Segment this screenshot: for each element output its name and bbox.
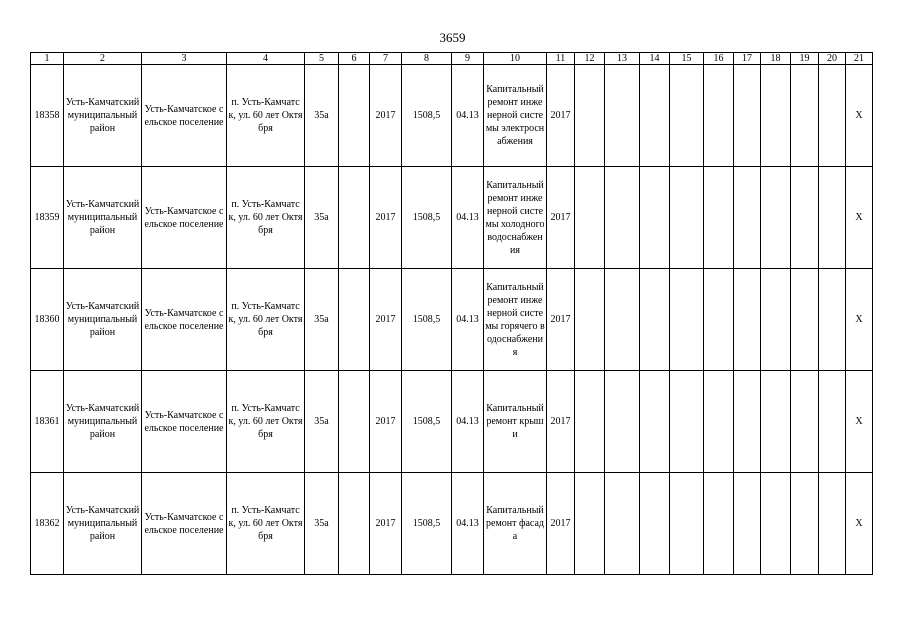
code-cell: 04.13	[452, 65, 484, 167]
code-cell: 04.13	[452, 473, 484, 575]
column-header: 10	[484, 53, 547, 65]
column-header: 1	[31, 53, 64, 65]
column-header: 8	[402, 53, 452, 65]
code-cell: 04.13	[452, 371, 484, 473]
building-cell	[339, 65, 370, 167]
house-number-cell: 35а	[305, 167, 339, 269]
column-header: 18	[761, 53, 791, 65]
empty-cell	[704, 371, 734, 473]
year-cell: 2017	[370, 473, 402, 575]
area-cell: 1508,5	[402, 269, 452, 371]
record-number-cell: 18358	[31, 65, 64, 167]
empty-cell	[704, 167, 734, 269]
column-header: 20	[819, 53, 846, 65]
empty-cell	[640, 371, 670, 473]
house-number-cell: 35а	[305, 371, 339, 473]
empty-cell	[605, 269, 640, 371]
year-cell: 2017	[370, 167, 402, 269]
empty-cell	[605, 371, 640, 473]
column-header: 17	[734, 53, 761, 65]
house-number-cell: 35а	[305, 473, 339, 575]
district-cell: Усть-Камчатский муниципальный район	[64, 167, 142, 269]
column-header: 11	[547, 53, 575, 65]
empty-cell	[791, 371, 819, 473]
mark-cell: X	[846, 269, 873, 371]
column-header: 14	[640, 53, 670, 65]
year-cell: 2017	[370, 65, 402, 167]
column-header: 15	[670, 53, 704, 65]
work-type-cell: Капитальный ремонт инженерной системы горячего водоснабжения	[484, 269, 547, 371]
settlement-cell: Усть-Камчатское сельское поселение	[142, 371, 227, 473]
work-year-cell: 2017	[547, 473, 575, 575]
empty-cell	[819, 167, 846, 269]
empty-cell	[791, 65, 819, 167]
column-header: 16	[704, 53, 734, 65]
empty-cell	[640, 269, 670, 371]
empty-cell	[761, 473, 791, 575]
record-number-cell: 18359	[31, 167, 64, 269]
empty-cell	[670, 167, 704, 269]
building-cell	[339, 269, 370, 371]
table-row	[31, 473, 873, 575]
building-cell	[339, 167, 370, 269]
address-cell: п. Усть-Камчатск, ул. 60 лет Октября	[227, 269, 305, 371]
empty-cell	[734, 269, 761, 371]
building-cell	[339, 473, 370, 575]
empty-cell	[819, 473, 846, 575]
address-cell: п. Усть-Камчатск, ул. 60 лет Октября	[227, 473, 305, 575]
district-cell: Усть-Камчатский муниципальный район	[64, 473, 142, 575]
work-year-cell: 2017	[547, 269, 575, 371]
district-cell: Усть-Камчатский муниципальный район	[64, 65, 142, 167]
empty-cell	[791, 269, 819, 371]
settlement-cell: Усть-Камчатское сельское поселение	[142, 269, 227, 371]
empty-cell	[819, 65, 846, 167]
empty-cell	[670, 473, 704, 575]
house-number-cell: 35а	[305, 65, 339, 167]
empty-cell	[734, 65, 761, 167]
code-cell: 04.13	[452, 167, 484, 269]
house-number-cell: 35а	[305, 269, 339, 371]
record-number-cell: 18361	[31, 371, 64, 473]
column-header: 2	[64, 53, 142, 65]
record-number-cell: 18360	[31, 269, 64, 371]
column-header: 13	[605, 53, 640, 65]
empty-cell	[734, 167, 761, 269]
empty-cell	[640, 473, 670, 575]
work-type-cell: Капитальный ремонт фасада	[484, 473, 547, 575]
column-header: 6	[339, 53, 370, 65]
area-cell: 1508,5	[402, 65, 452, 167]
address-cell: п. Усть-Камчатск, ул. 60 лет Октября	[227, 167, 305, 269]
mark-cell: X	[846, 371, 873, 473]
table-row	[31, 371, 873, 473]
column-header: 4	[227, 53, 305, 65]
table-row	[31, 269, 873, 371]
settlement-cell: Усть-Камчатское сельское поселение	[142, 473, 227, 575]
mark-cell: X	[846, 65, 873, 167]
work-year-cell: 2017	[547, 167, 575, 269]
column-number-row	[31, 53, 873, 65]
empty-cell	[575, 167, 605, 269]
work-type-cell: Капитальный ремонт инженерной системы электроснабжения	[484, 65, 547, 167]
column-header: 9	[452, 53, 484, 65]
column-header: 5	[305, 53, 339, 65]
empty-cell	[575, 65, 605, 167]
work-type-cell: Капитальный ремонт крыши	[484, 371, 547, 473]
empty-cell	[791, 473, 819, 575]
work-year-cell: 2017	[547, 371, 575, 473]
empty-cell	[791, 167, 819, 269]
code-cell: 04.13	[452, 269, 484, 371]
empty-cell	[670, 65, 704, 167]
empty-cell	[704, 269, 734, 371]
settlement-cell: Усть-Камчатское сельское поселение	[142, 65, 227, 167]
column-header: 7	[370, 53, 402, 65]
empty-cell	[640, 65, 670, 167]
empty-cell	[670, 371, 704, 473]
mark-cell: X	[846, 167, 873, 269]
table-row	[31, 65, 873, 167]
empty-cell	[819, 371, 846, 473]
empty-cell	[819, 269, 846, 371]
empty-cell	[640, 167, 670, 269]
empty-cell	[704, 473, 734, 575]
settlement-cell: Усть-Камчатское сельское поселение	[142, 167, 227, 269]
year-cell: 2017	[370, 269, 402, 371]
empty-cell	[761, 269, 791, 371]
area-cell: 1508,5	[402, 167, 452, 269]
year-cell: 2017	[370, 371, 402, 473]
column-header: 21	[846, 53, 873, 65]
empty-cell	[704, 65, 734, 167]
column-header: 12	[575, 53, 605, 65]
record-number-cell: 18362	[31, 473, 64, 575]
empty-cell	[575, 269, 605, 371]
register-table	[30, 52, 873, 575]
area-cell: 1508,5	[402, 473, 452, 575]
column-header: 3	[142, 53, 227, 65]
empty-cell	[670, 269, 704, 371]
work-year-cell: 2017	[547, 65, 575, 167]
mark-cell: X	[846, 473, 873, 575]
empty-cell	[734, 371, 761, 473]
empty-cell	[734, 473, 761, 575]
table-row	[31, 167, 873, 269]
address-cell: п. Усть-Камчатск, ул. 60 лет Октября	[227, 65, 305, 167]
district-cell: Усть-Камчатский муниципальный район	[64, 371, 142, 473]
empty-cell	[605, 167, 640, 269]
work-type-cell: Капитальный ремонт инженерной системы холодного водоснабжения	[484, 167, 547, 269]
empty-cell	[575, 473, 605, 575]
empty-cell	[605, 65, 640, 167]
empty-cell	[575, 371, 605, 473]
district-cell: Усть-Камчатский муниципальный район	[64, 269, 142, 371]
empty-cell	[761, 371, 791, 473]
empty-cell	[605, 473, 640, 575]
empty-cell	[761, 167, 791, 269]
area-cell: 1508,5	[402, 371, 452, 473]
page-number: 3659	[439, 30, 466, 45]
address-cell: п. Усть-Камчатск, ул. 60 лет Октября	[227, 371, 305, 473]
empty-cell	[761, 65, 791, 167]
column-header: 19	[791, 53, 819, 65]
building-cell	[339, 371, 370, 473]
